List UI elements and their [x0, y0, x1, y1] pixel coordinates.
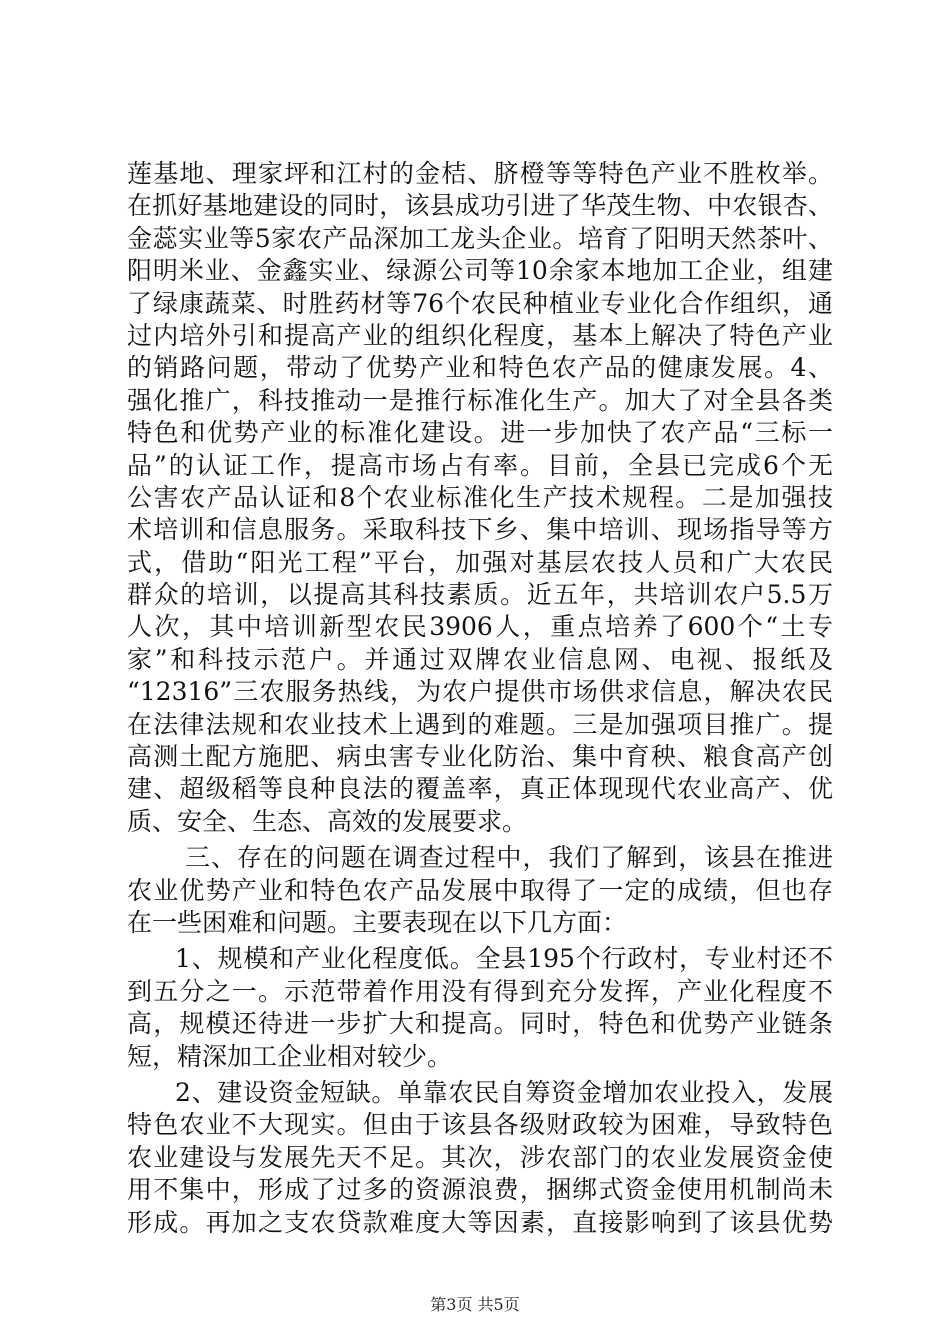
- text-line: “12316”三农服务热线，为农户提供市场供求信息，解决农民: [127, 677, 833, 707]
- text-line: 莲基地、理家坪和江村的金桔、脐橙等等特色产业不胜枚举。: [127, 159, 833, 188]
- text-line: 的销路问题，带动了优势产业和特色农产品的健康发展。4、: [127, 353, 833, 383]
- text-line: 强化推广，科技推动一是推行标准化生产。加大了对全县各类: [127, 385, 833, 415]
- text-line: 特色农业不大现实。但由于该县各级财政较为困难，导致特色: [127, 1110, 833, 1140]
- text-line: 人次，其中培训新型农民3906人，重点培养了600个“土专: [127, 612, 833, 642]
- text-line: 农业优势产业和特色农产品发展中取得了一定的成绩，但也存: [127, 875, 833, 905]
- text-line: 术培训和信息服务。采取科技下乡、集中培训、现场指导等方: [127, 515, 833, 545]
- body-text: [127, 158, 833, 1239]
- paragraph: [127, 842, 833, 939]
- page-footer: [0, 1295, 950, 1315]
- text-line: 在一些困难和问题。主要表现在以下几方面：: [127, 907, 628, 937]
- text-line: 公害农产品认证和8个农业标准化生产技术规程。二是加强技: [127, 482, 833, 512]
- text-line: 三、存在的问题在调查过程中，我们了解到，该县在推进: [185, 843, 833, 873]
- text-line: 1、规模和产业化程度低。全县195个行政村，专业村还不: [175, 944, 833, 974]
- text-line: 短，精深加工企业相对较少。: [127, 1041, 453, 1071]
- text-line: 建、超级稻等良种良法的覆盖率，真正体现现代农业高产、优: [127, 774, 833, 804]
- text-line: 质、安全、生态、高效的发展要求。: [127, 806, 528, 836]
- text-line: 式，借助“阳光工程”平台，加强对基层农技人员和广大农民: [127, 547, 833, 577]
- text-line: 到五分之一。示范带着作用没有得到充分发挥，产业化程度不: [127, 976, 833, 1006]
- text-line: 形成。再加之支农贷款难度大等因素，直接影响到了该县优势: [127, 1207, 833, 1237]
- text-line: 了绿康蔬菜、时胜药材等76个农民种植业专业化合作组织，通: [127, 288, 833, 318]
- text-line: 特色和优势产业的标准化建设。进一步加快了农产品“三标一: [127, 418, 833, 448]
- text-line: 在抓好基地建设的同时，该县成功引进了华茂生物、中农银杏、: [127, 191, 833, 221]
- text-line: 群众的培训，以提高其科技素质。近五年，共培训农户5.5万: [127, 580, 833, 610]
- paragraph: [127, 943, 833, 1073]
- text-line: 高，规模还待进一步扩大和提高。同时，特色和优势产业链条: [127, 1009, 833, 1039]
- text-line: 过内培外引和提高产业的组织化程度，基本上解决了特色产业: [127, 320, 833, 350]
- text-line: 金蕊实业等5家农产品深加工龙头企业。培育了阳明天然茶叶、: [127, 223, 833, 253]
- paragraph: [127, 1077, 833, 1239]
- text-line: 高测土配方施肥、病虫害专业化防治、集中育秧、粮食高产创: [127, 742, 833, 772]
- text-line: 农业建设与发展先天不足。其次，涉农部门的农业发展资金使: [127, 1142, 833, 1172]
- text-line: 阳明米业、金鑫实业、绿源公司等10余家本地加工企业，组建: [127, 256, 833, 286]
- page-number: 第3页 共5页: [430, 1295, 520, 1314]
- paragraph: [127, 158, 833, 838]
- text-line: 在法律法规和农业技术上遇到的难题。三是加强项目推广。提: [127, 709, 833, 739]
- text-line: 家”和科技示范户。并通过双牌农业信息网、电视、报纸及: [127, 644, 833, 674]
- text-line: 2、建设资金短缺。单靠农民自筹资金增加农业投入，发展: [175, 1077, 833, 1107]
- text-line: 品”的认证工作，提高市场占有率。目前，全县已完成6个无: [127, 450, 833, 480]
- text-line: 用不集中，形成了过多的资源浪费，捆绑式资金使用机制尚未: [127, 1175, 833, 1205]
